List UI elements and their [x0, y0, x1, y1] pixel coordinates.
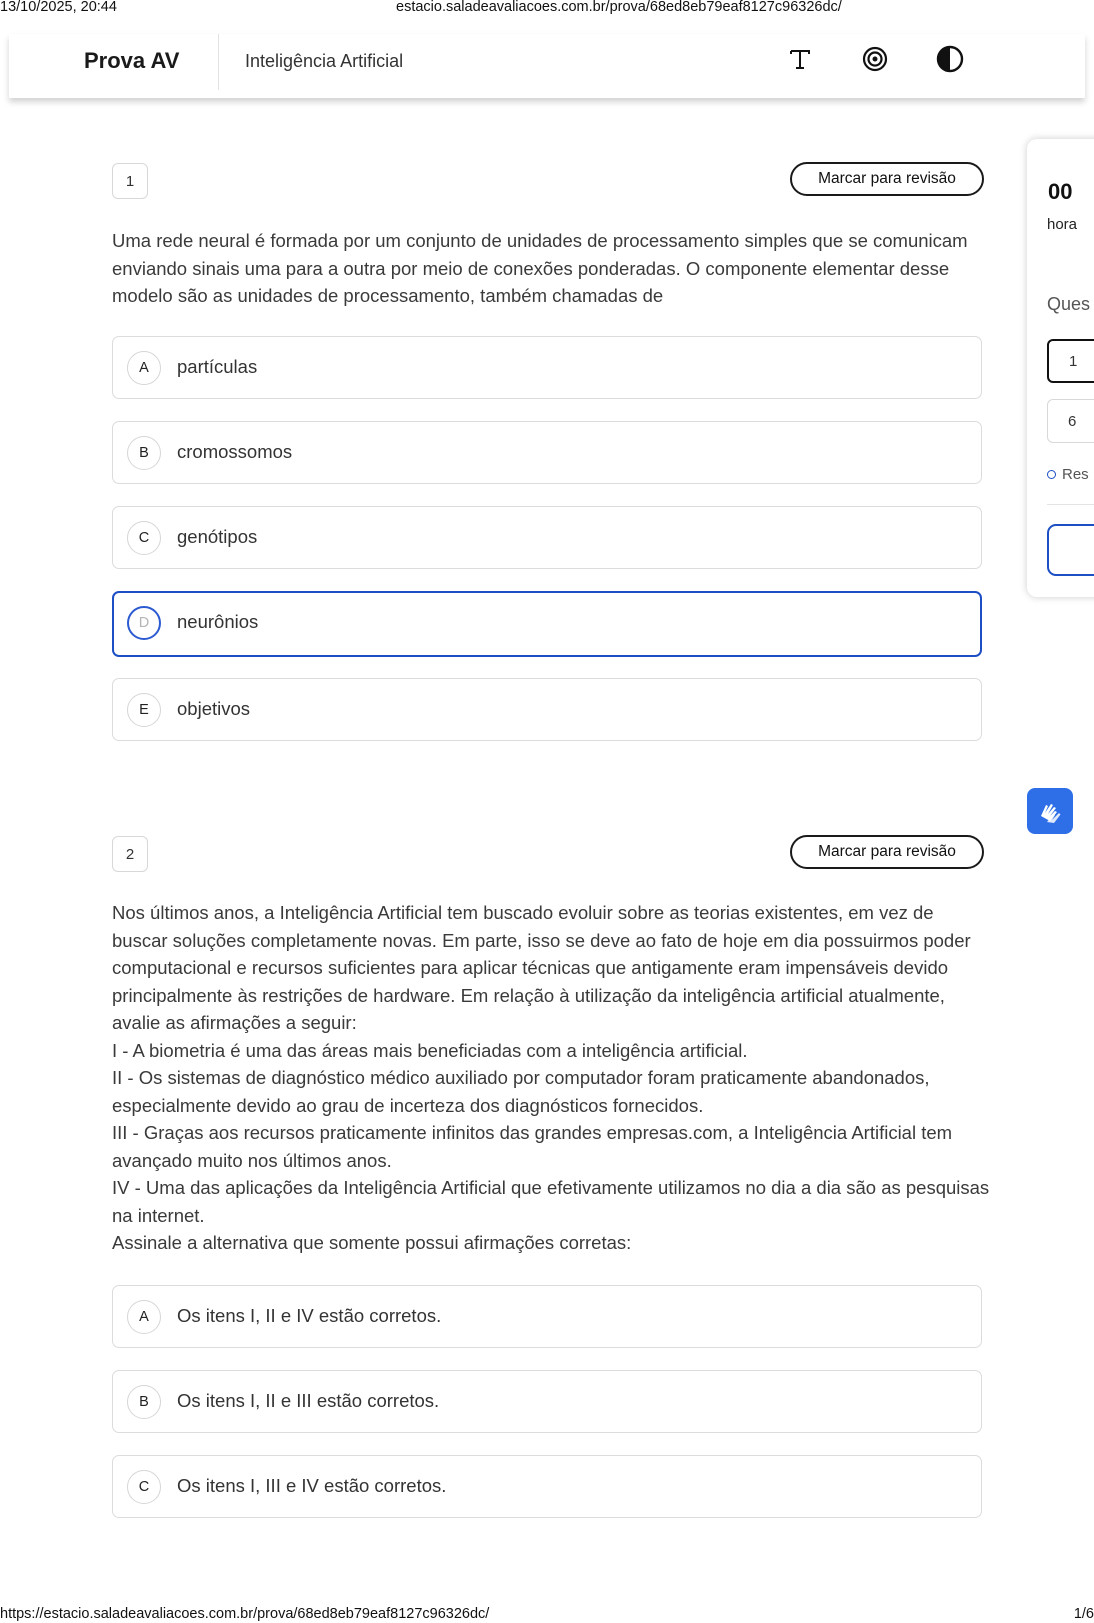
timer-hours: 00 — [1048, 179, 1073, 204]
option-label: objetivos — [177, 698, 251, 719]
option-c[interactable] — [112, 506, 982, 569]
font-size-icon[interactable] — [785, 44, 815, 74]
option-label: Os itens I, II e IV estão corretos. — [177, 1305, 442, 1326]
option-label: neurônios — [177, 611, 259, 632]
course-title: Inteligência Artificial — [245, 51, 404, 71]
option-label: Os itens I, III e IV estão corretos. — [177, 1475, 447, 1496]
timer-unit: hora — [1047, 216, 1078, 233]
print-footer — [0, 1605, 1094, 1623]
legend-dot-icon — [1047, 470, 1056, 479]
question-instruction: Assinale a alternativa que somente possui afirmações corretas: — [112, 1232, 632, 1253]
option-letter: A — [127, 1300, 161, 1334]
option-letter: C — [127, 521, 161, 555]
question-text: Uma rede neural é formada por um conjunto de unidades de processamento simples que se comunicam enviando sinais uma para a outra por meio de conexões ponderadas. O componente elementar desse modelo são as unidades de processamento, também chamadas de — [112, 230, 968, 306]
option-letter: A — [127, 351, 161, 385]
panel-divider — [1047, 504, 1094, 505]
statement-i: I - A biometria é uma das áreas mais beneficiadas com a inteligência artificial. — [112, 1039, 748, 1061]
sign-language-hands-icon — [1035, 796, 1065, 826]
questions-heading: Ques — [1047, 294, 1091, 314]
contrast-icon[interactable] — [935, 44, 965, 74]
option-b[interactable] — [112, 1370, 982, 1433]
finish-button[interactable] — [1047, 524, 1094, 576]
focus-target-icon[interactable] — [860, 44, 890, 74]
page-number: 1/6 — [1073, 1606, 1094, 1622]
question-nav-button[interactable]: 1 — [1047, 339, 1094, 383]
print-header — [0, 0, 1094, 16]
question-paragraph: Nos últimos anos, a Inteligência Artificial tem buscado evoluir sobre as teorias existentes, em vez de buscar soluções completamente novas. Em parte, isso se deve ao fato de hoje em dia possuirmos poder computacional e recursos suficientes para aplicar técnicas que antigamente eram impensáveis devido principalmente às restrições de hardware. Em relação à utilização da inteligência artificial atualmente, avalie as afirmações a seguir: — [112, 902, 971, 1033]
mark-for-review-button[interactable]: Marcar para revisão — [790, 835, 984, 869]
option-a[interactable] — [112, 1285, 982, 1348]
option-label: partículas — [177, 356, 258, 377]
print-datetime: 13/10/2025, 20:44 — [0, 0, 117, 15]
option-d-selected[interactable] — [112, 591, 982, 657]
option-letter: B — [127, 1385, 161, 1419]
option-letter: E — [127, 693, 161, 727]
option-e[interactable] — [112, 678, 982, 741]
mark-for-review-button[interactable]: Marcar para revisão — [790, 162, 984, 196]
app-header — [9, 34, 1085, 98]
statement-iii: III - Graças aos recursos praticamente infinitos das grandes empresas.com, a Inteligência Artificial tem avançado muito nos últimos anos. — [112, 1122, 953, 1171]
print-footer-url: https://estacio.saladeavaliacoes.com.br/prova/68ed8eb79eaf8127c96326dc/ — [0, 1606, 490, 1622]
legend-item — [1047, 466, 1089, 483]
option-letter: D — [127, 606, 161, 640]
option-letter: C — [127, 1470, 161, 1504]
question-number: 2 — [112, 836, 148, 872]
statement-iv: IV - Uma das aplicações da Inteligência Artificial que efetivamente utilizamos no dia a dia são as pesquisas na internet. — [112, 1177, 990, 1226]
header-divider — [218, 34, 219, 90]
option-a[interactable] — [112, 336, 982, 399]
option-letter: B — [127, 436, 161, 470]
libras-accessibility-button[interactable] — [1027, 788, 1073, 834]
timer-navigation-panel — [1027, 139, 1094, 597]
question-nav-button[interactable]: 6 — [1047, 399, 1094, 443]
statement-ii: II - Os sistemas de diagnóstico médico auxiliado por computador foram praticamente abandonados, especialmente devido ao grau de incerteza dos diagnósticos fornecidos. — [112, 1067, 930, 1116]
brand-title: Prova AV — [84, 48, 180, 73]
option-b[interactable] — [112, 421, 982, 484]
option-label: Os itens I, II e III estão corretos. — [177, 1390, 440, 1411]
option-c[interactable] — [112, 1455, 982, 1518]
question-text — [112, 899, 990, 1257]
option-label: genótipos — [177, 526, 258, 547]
question-number: 1 — [112, 163, 148, 199]
legend-label: Res — [1062, 466, 1089, 483]
option-label: cromossomos — [177, 441, 293, 462]
print-url: estacio.saladeavaliacoes.com.br/prova/68ed8eb79eaf8127c96326dc/ — [396, 0, 842, 15]
